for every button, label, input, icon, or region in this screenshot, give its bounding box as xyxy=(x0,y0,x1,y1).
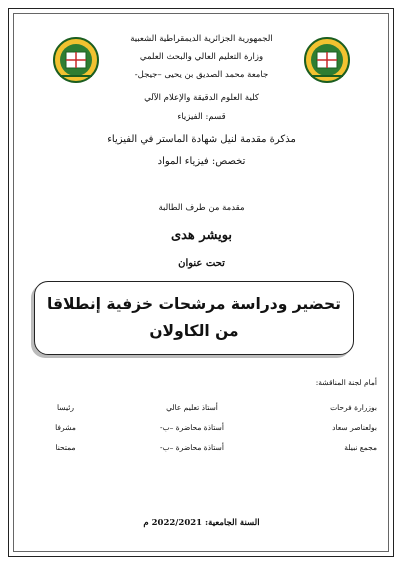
jury-row xyxy=(24,437,377,457)
faculty-line: كلية العلوم الدقيقة والإعلام الآلي xyxy=(144,93,259,103)
jury-member-role: ممتحنا xyxy=(55,442,76,452)
specialty: تخصص: فيزياء المواد xyxy=(157,156,246,167)
presented-by-label: مقدمة من طرف الطالبة xyxy=(158,203,245,213)
ministry-line: وزارة التعليم العالي والبحث العلمي xyxy=(139,52,264,62)
jury-row xyxy=(24,397,377,417)
jury-member-name: بوزرارة فرحات xyxy=(330,402,377,412)
thesis-title-box xyxy=(34,281,354,355)
jury-member-rank: أستاذة محاضرة –ب- xyxy=(160,442,224,452)
department-line: قسم: الفيزياء xyxy=(177,112,226,122)
jury-member-name: مجمع نبيلة xyxy=(344,442,377,452)
jury-member-rank: أستاذ تعليم عالي xyxy=(166,402,218,412)
jury-member-role: مشرفا xyxy=(55,422,76,432)
jury-member-role: رئيسا xyxy=(57,402,74,412)
jury-row xyxy=(24,417,377,437)
jury-section xyxy=(24,378,377,457)
republic-line: الجمهورية الجزائرية الديمقراطية الشعبية xyxy=(130,34,273,44)
university-line: جامعة محمد الصديق بن يحيى –جيجل- xyxy=(134,70,269,80)
thesis-type: مذكرة مقدمة لنيل شهادة الماستر في الفيزياء xyxy=(107,134,296,145)
under-title-label: تحت عنوان xyxy=(178,258,225,269)
student-name: بويشر هدى xyxy=(170,228,233,243)
jury-member-name: بولعناصر سعاد xyxy=(332,422,377,432)
thesis-title: تحضير ودراسة مرشحات خزفية إنطلاقا من الكاولان xyxy=(47,295,341,340)
jury-heading: أمام لجنة المناقشة: xyxy=(315,378,377,387)
jury-member-rank: أستاذة محاضرة –ب- xyxy=(160,422,224,432)
academic-year: السنة الجامعية: 2022/2021 م xyxy=(143,518,260,528)
